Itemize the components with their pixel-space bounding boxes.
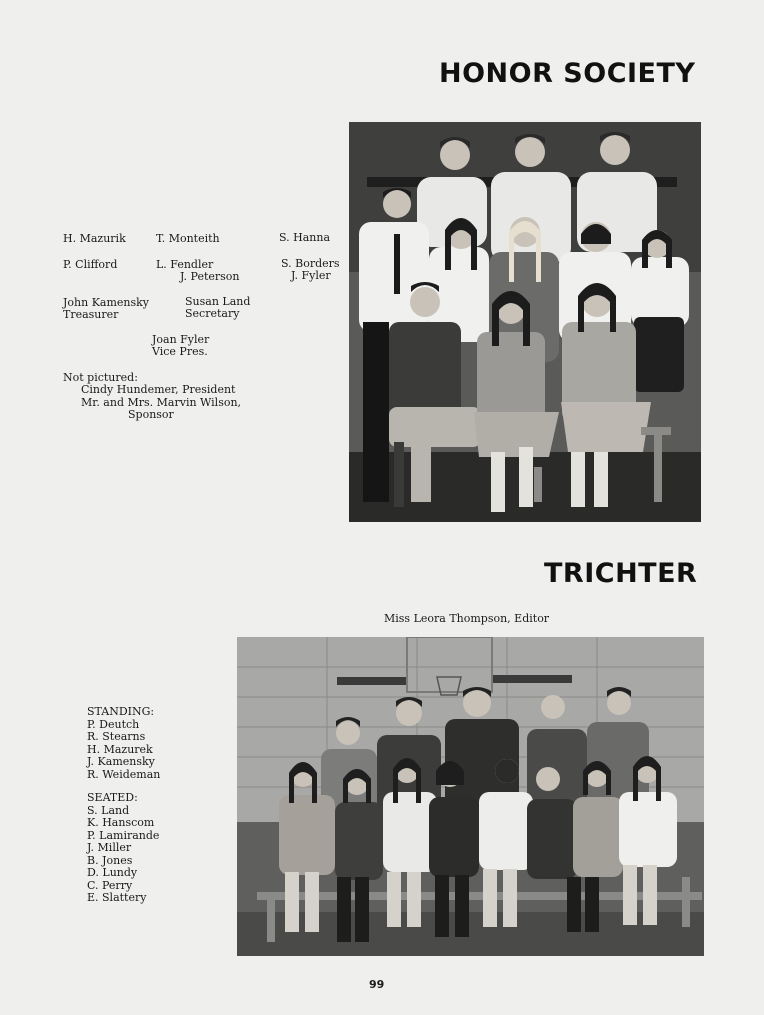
- seated-name: E. Slattery: [87, 891, 147, 904]
- name-fendler: L. Fendler: [156, 258, 214, 271]
- trichter-caption: [87, 706, 160, 905]
- standing-name: R. Weideman: [87, 767, 161, 781]
- seated-label: SEATED:: [87, 791, 138, 804]
- name-hanna: S. Hanna: [279, 231, 331, 244]
- trichter-editor: Miss Leora Thompson, Editor: [384, 612, 550, 625]
- trichter-photo: [237, 637, 704, 956]
- not-pictured-line1: Cindy Hundemer, President: [81, 383, 236, 396]
- name-clifford: P. Clifford: [63, 258, 118, 271]
- name-land: Susan Land: [185, 295, 251, 308]
- not-pictured-label: Not pictured:: [63, 371, 138, 384]
- seated-name: D. Lundy: [87, 866, 138, 879]
- name-borders: S. Borders: [281, 257, 340, 270]
- trichter-photo-art: [237, 637, 704, 956]
- seated-name: K. Hanscom: [87, 816, 155, 829]
- standing-name: J. Kamensky: [87, 755, 155, 768]
- page-number: 99: [369, 978, 385, 991]
- standing-label: STANDING:: [87, 705, 155, 718]
- standing-name: R. Stearns: [87, 730, 146, 743]
- not-pictured-line2: Mr. and Mrs. Marvin Wilson,: [81, 396, 242, 409]
- role-joan-fyler: Vice Pres.: [152, 345, 208, 358]
- seated-name: J. Miller: [87, 841, 132, 854]
- seated-name: C. Perry: [87, 878, 133, 892]
- honor-society-title: HONOR SOCIETY: [439, 58, 696, 89]
- name-fyler-j: J. Fyler: [291, 269, 331, 282]
- standing-name: P. Deutch: [87, 717, 140, 731]
- honor-society-photo-art: [349, 122, 701, 522]
- role-kamensky: Treasurer: [63, 308, 119, 321]
- trichter-title: TRICHTER: [544, 558, 698, 589]
- role-land: Secretary: [185, 307, 240, 320]
- name-peterson: J. Peterson: [180, 270, 240, 283]
- seated-name: B. Jones: [87, 853, 133, 867]
- standing-name: H. Mazurek: [87, 742, 153, 756]
- name-mazurik: H. Mazurik: [63, 232, 126, 245]
- honor-society-photo: [349, 122, 701, 522]
- name-kamensky: John Kamensky: [63, 296, 150, 309]
- not-pictured-line3: Sponsor: [128, 408, 174, 421]
- seated-name: P. Lamirande: [87, 828, 160, 842]
- name-monteith: T. Monteith: [156, 232, 220, 245]
- seated-name: S. Land: [87, 803, 130, 817]
- name-joan-fyler: Joan Fyler: [152, 333, 210, 346]
